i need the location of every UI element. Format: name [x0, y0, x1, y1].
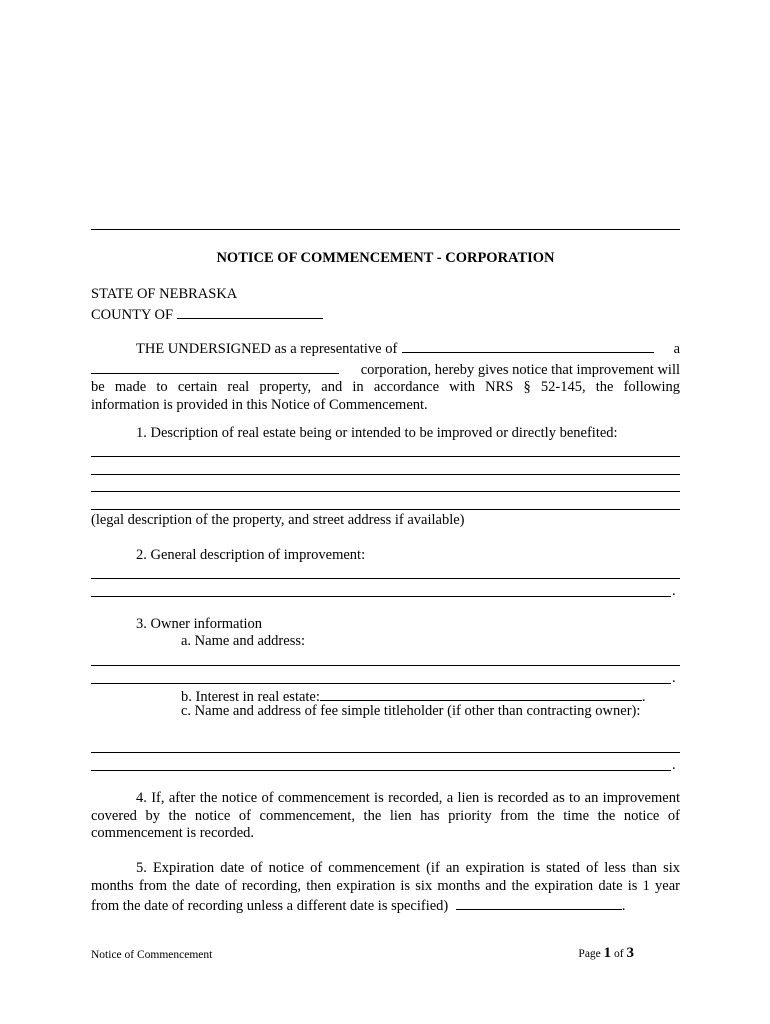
intro-paragraph — [91, 338, 680, 414]
document-title: NOTICE OF COMMENCEMENT - CORPORATION — [216, 250, 555, 266]
county-line — [91, 304, 680, 325]
section-1-heading: 1. Description of real estate being or intended to be improved or directly benefited: — [136, 425, 618, 441]
legal-description-note: (legal description of the property, and street address if available) — [91, 512, 465, 528]
section-5-line-3 — [91, 895, 680, 916]
intro-line-1 — [91, 338, 680, 359]
of-word: of — [614, 948, 624, 960]
improvement-line-1[interactable] — [91, 578, 680, 579]
expiration-period: . — [621, 898, 626, 914]
page-current: 1 — [603, 945, 612, 961]
real-estate-line-1[interactable] — [91, 456, 680, 457]
county-field[interactable] — [177, 304, 323, 319]
page-number — [578, 945, 634, 962]
titleholder-line-2[interactable] — [91, 770, 671, 771]
venue-block — [91, 286, 680, 324]
section-5-line-1: 5. Expiration date of notice of commencement (if an expiration is stated of less than six — [136, 860, 680, 876]
real-estate-line-3[interactable] — [91, 491, 680, 492]
intro-text-2: a — [673, 341, 680, 357]
real-estate-line-2[interactable] — [91, 474, 680, 475]
page-word: Page — [578, 948, 601, 960]
owner-name-label: a. Name and address: — [181, 633, 306, 649]
improvement-line-2[interactable] — [91, 596, 671, 597]
real-estate-line-4[interactable] — [91, 509, 680, 510]
state-of-incorporation-field[interactable] — [91, 359, 339, 374]
titleholder-label: c. Name and address of fee simple titleholder (if other than contracting owner): — [181, 703, 641, 719]
intro-line-2 — [91, 359, 680, 380]
section-3-heading: 3. Owner information — [136, 616, 263, 632]
page-total: 3 — [626, 945, 634, 961]
state-line: STATE OF NEBRASKA — [91, 286, 238, 302]
expiration-date-field[interactable] — [456, 895, 622, 910]
owner-address-period: . — [672, 670, 676, 686]
section-5-paragraph — [91, 860, 680, 916]
header-rule — [91, 229, 680, 230]
footer-title: Notice of Commencement — [91, 949, 213, 961]
section-4-paragraph: 4. If, after the notice of commencement is recorded, a lien is recorded as to an improvement covered by the notice of commencement, the lien has priority from the time the notice of commencement is recorded. — [91, 790, 680, 841]
titleholder-period: . — [672, 757, 676, 773]
intro-text-1: THE UNDERSIGNED as a representative of — [136, 341, 398, 357]
county-label: COUNTY OF — [91, 306, 174, 323]
corporation-name-field[interactable] — [402, 338, 654, 353]
interest-label: b. Interest in real estate: — [181, 689, 320, 705]
intro-line-4: information is provided in this Notice of Commencement. — [91, 396, 428, 413]
interest-period: . — [641, 689, 646, 705]
titleholder-line-1[interactable] — [91, 752, 680, 753]
section-2-heading: 2. General description of improvement: — [136, 547, 366, 563]
improvement-period: . — [672, 583, 676, 599]
section-5-line-2: months from the date of recording, then expiration is six months and the expiration date is 1 year — [91, 877, 680, 894]
owner-address-line-2[interactable] — [91, 683, 671, 684]
owner-address-line-1[interactable] — [91, 665, 680, 666]
interest-field[interactable] — [320, 686, 642, 701]
intro-line-3: be made to certain real property, and in accordance with NRS § 52-145, the following — [91, 379, 680, 395]
intro-text-3: corporation, hereby gives notice that improvement will — [360, 361, 680, 378]
section-5-text-3: from the date of recording unless a different date is specified) — [91, 898, 449, 914]
